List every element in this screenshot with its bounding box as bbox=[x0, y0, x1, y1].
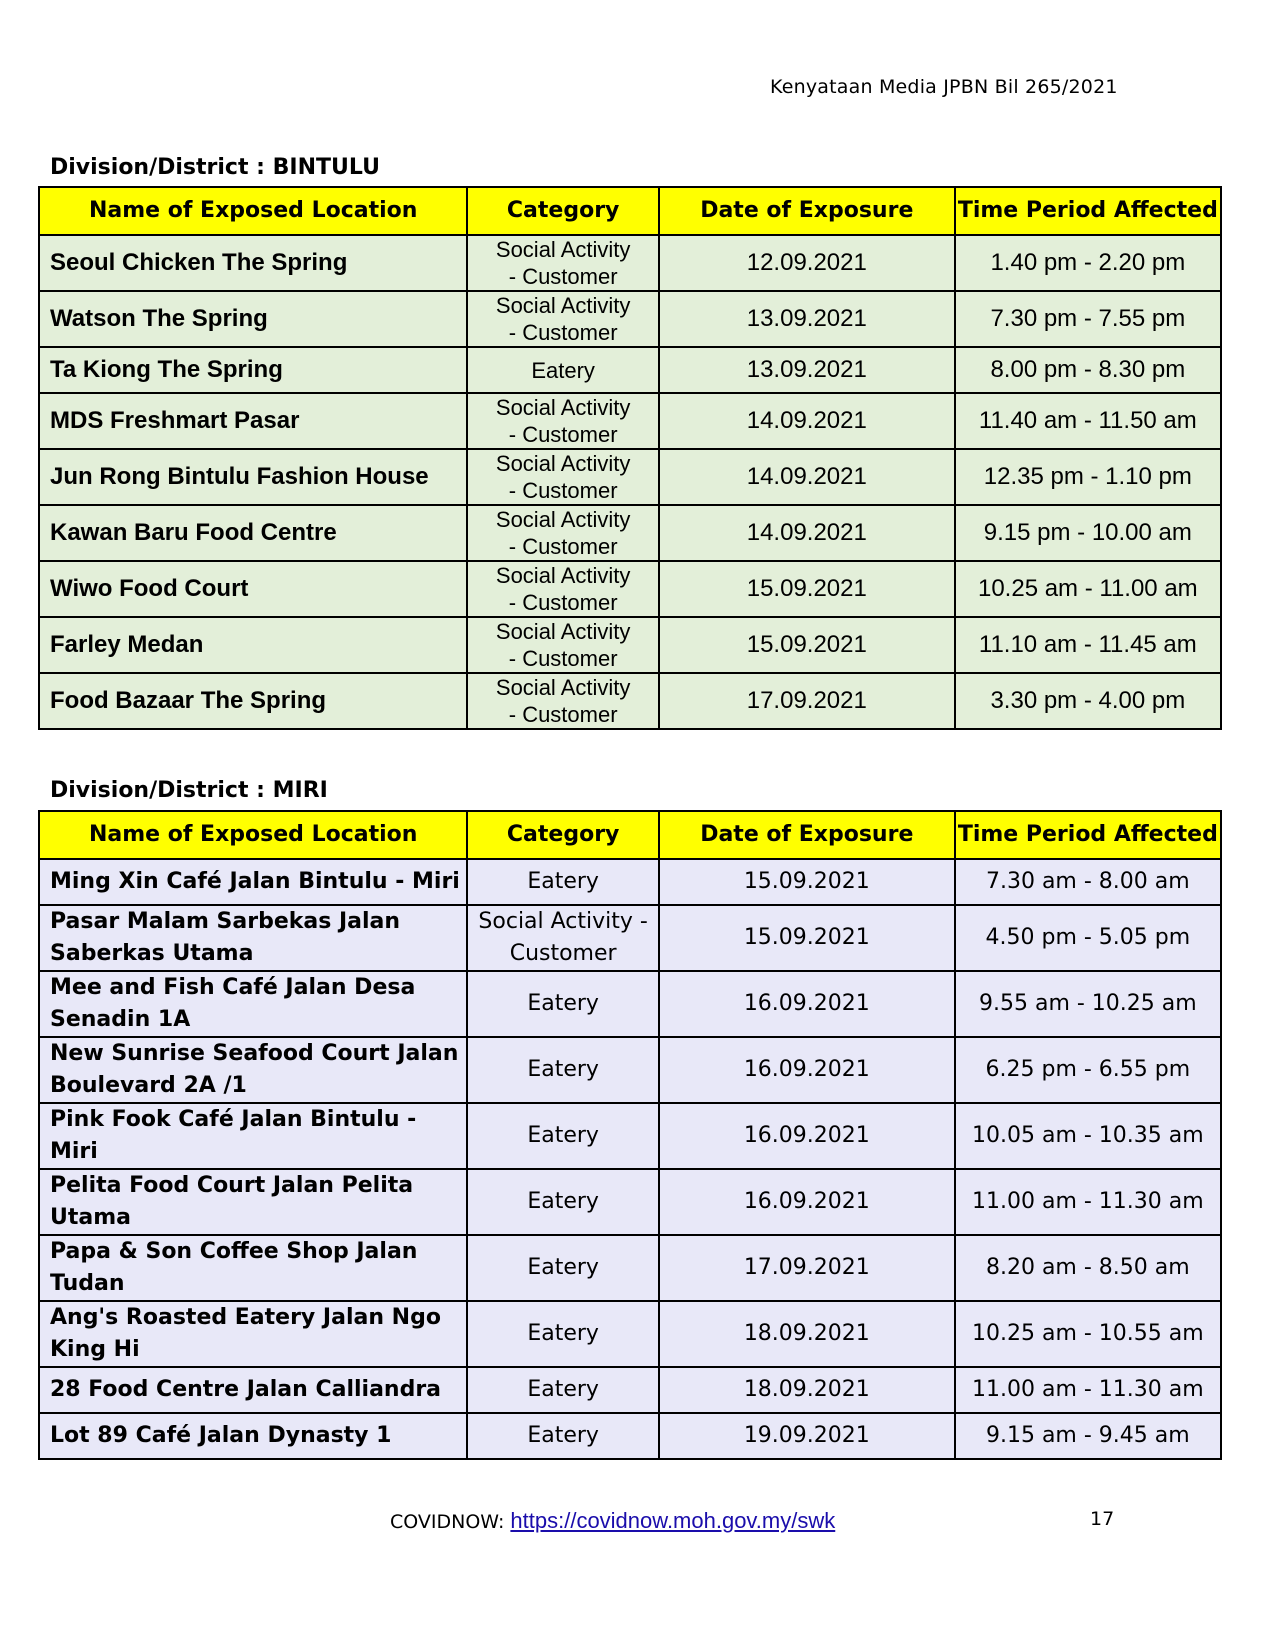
table-row bbox=[39, 1103, 1221, 1169]
location-cell: Farley Medan bbox=[39, 617, 467, 673]
category-line: Eatery bbox=[531, 357, 595, 383]
time-cell: 7.30 am - 8.00 am bbox=[955, 859, 1221, 905]
time-cell: 9.15 pm - 10.00 am bbox=[955, 505, 1221, 561]
category-line: Eatery bbox=[527, 1377, 599, 1402]
table-row bbox=[39, 673, 1221, 729]
document-reference: Kenyataan Media JPBN Bil 265/2021 bbox=[770, 76, 1118, 98]
location-line: Papa & Son Coffee Shop Jalan bbox=[50, 1239, 418, 1264]
location-cell bbox=[39, 1235, 467, 1301]
exposure-table-miri bbox=[38, 810, 1222, 1460]
column-header-date: Date of Exposure bbox=[659, 811, 955, 859]
column-header-date: Date of Exposure bbox=[659, 187, 955, 235]
table-row bbox=[39, 971, 1221, 1037]
category-line: Social Activity bbox=[495, 507, 631, 532]
date-cell: 14.09.2021 bbox=[659, 393, 955, 449]
time-cell: 10.25 am - 10.55 am bbox=[955, 1301, 1221, 1367]
table-row bbox=[39, 561, 1221, 617]
location-cell bbox=[39, 1103, 467, 1169]
location-cell: Kawan Baru Food Centre bbox=[39, 505, 467, 561]
location-line: Mee and Fish Café Jalan Desa bbox=[50, 975, 416, 1000]
time-cell: 11.00 am - 11.30 am bbox=[955, 1169, 1221, 1235]
category-line: Social Activity bbox=[495, 237, 631, 262]
location-cell: Ta Kiong The Spring bbox=[39, 347, 467, 393]
column-header-location: Name of Exposed Location bbox=[39, 187, 467, 235]
date-cell: 14.09.2021 bbox=[659, 449, 955, 505]
time-cell: 10.05 am - 10.35 am bbox=[955, 1103, 1221, 1169]
time-cell: 10.25 am - 11.00 am bbox=[955, 561, 1221, 617]
location-line: Pink Fook Café Jalan Bintulu - Miri bbox=[50, 1107, 417, 1164]
category-cell bbox=[467, 859, 659, 905]
location-line: Lot 89 Café Jalan Dynasty 1 bbox=[50, 1423, 392, 1448]
location-cell: MDS Freshmart Pasar bbox=[39, 393, 467, 449]
location-line: King Hi bbox=[50, 1337, 140, 1362]
location-cell: Seoul Chicken The Spring bbox=[39, 235, 467, 291]
date-cell: 13.09.2021 bbox=[659, 291, 955, 347]
category-line: - Customer bbox=[508, 590, 618, 615]
location-cell bbox=[39, 1169, 467, 1235]
location-cell: Wiwo Food Court bbox=[39, 561, 467, 617]
location-line: New Sunrise Seafood Court Jalan bbox=[50, 1041, 459, 1066]
table-row bbox=[39, 1367, 1221, 1413]
date-cell: 16.09.2021 bbox=[659, 1169, 955, 1235]
category-cell bbox=[467, 1037, 659, 1103]
category-line: Social Activity bbox=[495, 395, 631, 420]
category-cell bbox=[467, 393, 659, 449]
category-line: - Customer bbox=[508, 320, 618, 345]
time-cell: 11.10 am - 11.45 am bbox=[955, 617, 1221, 673]
time-cell: 11.00 am - 11.30 am bbox=[955, 1367, 1221, 1413]
category-cell bbox=[467, 971, 659, 1037]
date-cell: 15.09.2021 bbox=[659, 561, 955, 617]
category-cell bbox=[467, 561, 659, 617]
category-cell bbox=[467, 347, 659, 393]
date-cell: 18.09.2021 bbox=[659, 1367, 955, 1413]
category-line: Social Activity bbox=[495, 293, 631, 318]
category-cell bbox=[467, 505, 659, 561]
time-cell: 6.25 pm - 6.55 pm bbox=[955, 1037, 1221, 1103]
footer bbox=[390, 1508, 835, 1534]
date-cell: 15.09.2021 bbox=[659, 859, 955, 905]
table-row bbox=[39, 449, 1221, 505]
time-cell: 4.50 pm - 5.05 pm bbox=[955, 905, 1221, 971]
table-row bbox=[39, 505, 1221, 561]
time-cell: 9.15 am - 9.45 am bbox=[955, 1413, 1221, 1459]
category-line: - Customer bbox=[508, 264, 618, 289]
category-line: - Customer bbox=[508, 478, 618, 503]
category-cell bbox=[467, 291, 659, 347]
table-row bbox=[39, 347, 1221, 393]
category-cell bbox=[467, 905, 659, 971]
category-cell bbox=[467, 449, 659, 505]
category-line: Eatery bbox=[527, 1255, 599, 1280]
location-line: Senadin 1A bbox=[50, 1007, 191, 1032]
page-number: 17 bbox=[1090, 1508, 1115, 1530]
table-row bbox=[39, 1301, 1221, 1367]
date-cell: 16.09.2021 bbox=[659, 1103, 955, 1169]
column-header-location: Name of Exposed Location bbox=[39, 811, 467, 859]
category-cell bbox=[467, 617, 659, 673]
footer-label: COVIDNOW: bbox=[390, 1511, 511, 1533]
date-cell: 14.09.2021 bbox=[659, 505, 955, 561]
location-line: Ang's Roasted Eatery Jalan Ngo bbox=[50, 1305, 441, 1330]
category-cell bbox=[467, 1235, 659, 1301]
column-header-category: Category bbox=[467, 187, 659, 235]
date-cell: 19.09.2021 bbox=[659, 1413, 955, 1459]
column-header-time: Time Period Affected bbox=[955, 811, 1221, 859]
table-row bbox=[39, 235, 1221, 291]
location-cell bbox=[39, 1037, 467, 1103]
category-cell bbox=[467, 1169, 659, 1235]
date-cell: 12.09.2021 bbox=[659, 235, 955, 291]
table-row bbox=[39, 291, 1221, 347]
category-cell bbox=[467, 1301, 659, 1367]
category-line: - Customer bbox=[508, 646, 618, 671]
table-row bbox=[39, 859, 1221, 905]
location-cell bbox=[39, 1413, 467, 1459]
location-line: Ming Xin Café Jalan Bintulu - Miri bbox=[50, 869, 460, 894]
category-cell bbox=[467, 235, 659, 291]
table-header-row bbox=[39, 811, 1221, 859]
time-cell: 12.35 pm - 1.10 pm bbox=[955, 449, 1221, 505]
category-line: - Customer bbox=[508, 422, 618, 447]
table-row bbox=[39, 1037, 1221, 1103]
location-line: Boulevard 2A /1 bbox=[50, 1073, 247, 1098]
location-line: 28 Food Centre Jalan Calliandra bbox=[50, 1377, 442, 1402]
category-line: Social Activity bbox=[495, 563, 631, 588]
category-line: Eatery bbox=[527, 1057, 599, 1082]
time-cell: 8.20 am - 8.50 am bbox=[955, 1235, 1221, 1301]
location-line: Utama bbox=[50, 1205, 131, 1230]
table-row bbox=[39, 1169, 1221, 1235]
date-cell: 15.09.2021 bbox=[659, 617, 955, 673]
category-line: - Customer bbox=[508, 702, 618, 727]
location-cell: Watson The Spring bbox=[39, 291, 467, 347]
category-line: Social Activity bbox=[495, 675, 631, 700]
location-line: Tudan bbox=[50, 1271, 125, 1296]
category-line: Eatery bbox=[527, 869, 599, 894]
category-cell bbox=[467, 1367, 659, 1413]
covidnow-link[interactable]: https://covidnow.moh.gov.my/swk bbox=[510, 1508, 836, 1533]
category-cell bbox=[467, 673, 659, 729]
category-cell bbox=[467, 1103, 659, 1169]
table-row bbox=[39, 1235, 1221, 1301]
category-cell bbox=[467, 1413, 659, 1459]
date-cell: 15.09.2021 bbox=[659, 905, 955, 971]
date-cell: 18.09.2021 bbox=[659, 1301, 955, 1367]
location-cell bbox=[39, 1301, 467, 1367]
exposure-table-bintulu bbox=[38, 186, 1222, 730]
date-cell: 17.09.2021 bbox=[659, 1235, 955, 1301]
time-cell: 9.55 am - 10.25 am bbox=[955, 971, 1221, 1037]
table-row bbox=[39, 617, 1221, 673]
location-cell: Food Bazaar The Spring bbox=[39, 673, 467, 729]
category-line: Eatery bbox=[527, 1123, 599, 1148]
category-line: Social Activity - bbox=[478, 909, 648, 934]
location-cell bbox=[39, 1367, 467, 1413]
table-header-row bbox=[39, 187, 1221, 235]
date-cell: 17.09.2021 bbox=[659, 673, 955, 729]
date-cell: 16.09.2021 bbox=[659, 971, 955, 1037]
location-cell bbox=[39, 859, 467, 905]
table-row bbox=[39, 393, 1221, 449]
location-cell: Jun Rong Bintulu Fashion House bbox=[39, 449, 467, 505]
location-line: Saberkas Utama bbox=[50, 941, 254, 966]
section-title-bintulu: Division/District : BINTULU bbox=[50, 155, 380, 180]
section-title-miri: Division/District : MIRI bbox=[50, 778, 328, 803]
table-row bbox=[39, 905, 1221, 971]
location-line: Pasar Malam Sarbekas Jalan bbox=[50, 909, 401, 934]
location-cell bbox=[39, 905, 467, 971]
category-line: Eatery bbox=[527, 991, 599, 1016]
date-cell: 16.09.2021 bbox=[659, 1037, 955, 1103]
column-header-time: Time Period Affected bbox=[955, 187, 1221, 235]
column-header-category: Category bbox=[467, 811, 659, 859]
category-line: Customer bbox=[509, 941, 617, 966]
time-cell: 3.30 pm - 4.00 pm bbox=[955, 673, 1221, 729]
time-cell: 11.40 am - 11.50 am bbox=[955, 393, 1221, 449]
category-line: - Customer bbox=[508, 534, 618, 559]
category-line: Social Activity bbox=[495, 619, 631, 644]
time-cell: 8.00 pm - 8.30 pm bbox=[955, 347, 1221, 393]
table-row bbox=[39, 1413, 1221, 1459]
time-cell: 1.40 pm - 2.20 pm bbox=[955, 235, 1221, 291]
date-cell: 13.09.2021 bbox=[659, 347, 955, 393]
category-line: Social Activity bbox=[495, 451, 631, 476]
time-cell: 7.30 pm - 7.55 pm bbox=[955, 291, 1221, 347]
location-line: Pelita Food Court Jalan Pelita bbox=[50, 1173, 414, 1198]
category-line: Eatery bbox=[527, 1321, 599, 1346]
category-line: Eatery bbox=[527, 1423, 599, 1448]
category-line: Eatery bbox=[527, 1189, 599, 1214]
location-cell bbox=[39, 971, 467, 1037]
